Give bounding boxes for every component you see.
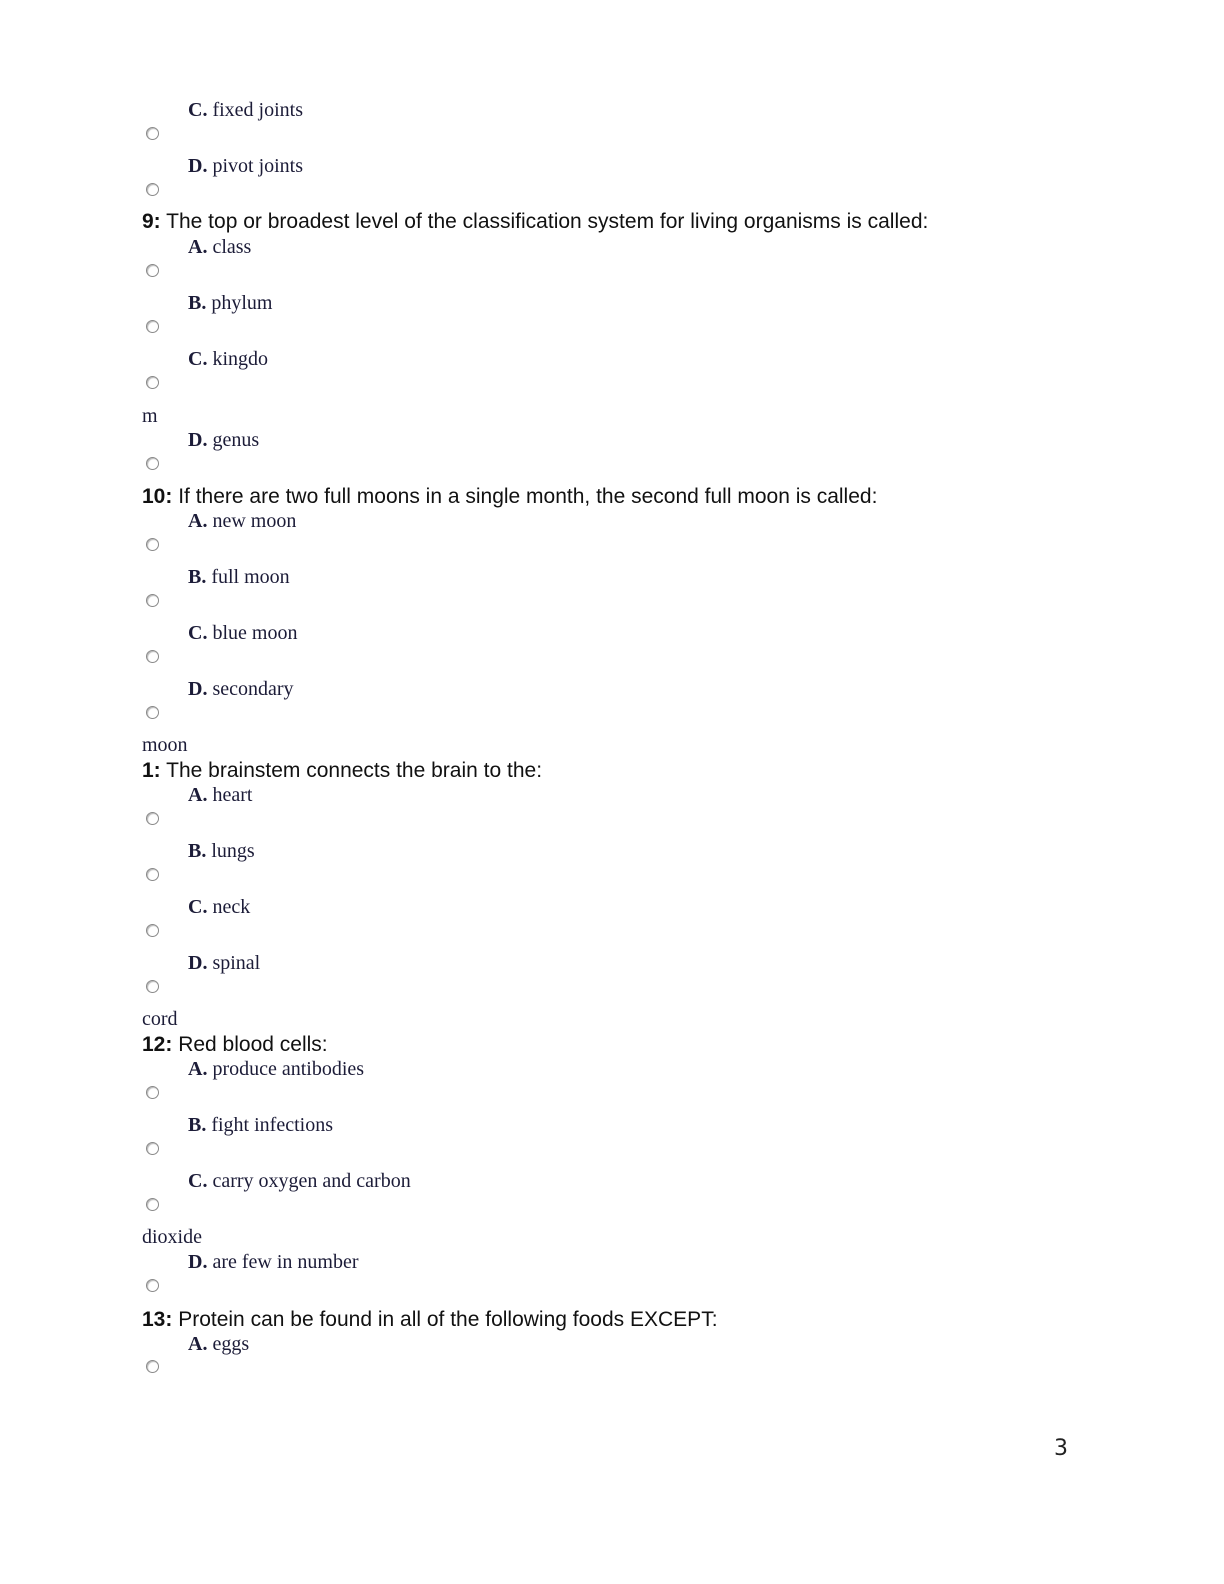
q12-question: 12: Red blood cells:: [142, 1033, 328, 1056]
q12-option-c-radio[interactable]: [146, 1198, 159, 1211]
q11-option-b-radio[interactable]: [146, 868, 159, 881]
q13-question: 13: Protein can be found in all of the following foods EXCEPT:: [142, 1308, 718, 1331]
q10-option-d-wrap: moon: [142, 734, 188, 756]
q12-option-a: A. produce antibodies: [188, 1058, 365, 1080]
q13-option-a-radio[interactable]: [146, 1360, 159, 1373]
q12-option-d: D. are few in number: [188, 1251, 359, 1273]
q11-option-c-radio[interactable]: [146, 924, 159, 937]
page-number: 3: [1054, 1436, 1068, 1461]
q12-option-d-radio[interactable]: [146, 1279, 159, 1292]
q8-option-d: D. pivot joints: [188, 155, 304, 177]
q9-option-d: D. genus: [188, 429, 260, 451]
q10-question: 10: If there are two full moons in a single month, the second full moon is called:: [142, 485, 878, 508]
q10-option-b-radio[interactable]: [146, 594, 159, 607]
q8-option-c-radio[interactable]: [146, 127, 159, 140]
q9-option-b: B. phylum: [188, 292, 273, 314]
q8-option-c: C. fixed joints: [188, 99, 303, 121]
q11-option-d-wrap: cord: [142, 1008, 178, 1030]
q10-option-c-radio[interactable]: [146, 650, 159, 663]
q10-option-a-radio[interactable]: [146, 538, 159, 551]
q12-option-c-wrap: dioxide: [142, 1226, 202, 1248]
q10-option-d-radio[interactable]: [146, 706, 159, 719]
q11-option-d: D. spinal: [188, 952, 261, 974]
q9-option-d-radio[interactable]: [146, 457, 159, 470]
q9-option-c-wrap: m: [142, 405, 158, 427]
q10-option-b: B. full moon: [188, 566, 290, 588]
q11-option-d-radio[interactable]: [146, 980, 159, 993]
q11-option-a: A. heart: [188, 784, 253, 806]
q11-question: 1: The brainstem connects the brain to the:: [142, 759, 543, 782]
q10-option-c: C. blue moon: [188, 622, 298, 644]
q13-option-a: A. eggs: [188, 1333, 250, 1355]
q12-option-b: B. fight infections: [188, 1114, 333, 1136]
q9-option-a: A. class: [188, 236, 252, 258]
q11-option-a-radio[interactable]: [146, 812, 159, 825]
q12-option-b-radio[interactable]: [146, 1142, 159, 1155]
q12-option-a-radio[interactable]: [146, 1086, 159, 1099]
q9-question: 9: The top or broadest level of the classification system for living organisms is called:: [142, 210, 929, 233]
q9-option-c-radio[interactable]: [146, 376, 159, 389]
q10-option-d: D. secondary: [188, 678, 294, 700]
q9-option-b-radio[interactable]: [146, 320, 159, 333]
q11-option-c: C. neck: [188, 896, 251, 918]
q11-option-b: B. lungs: [188, 840, 255, 862]
q8-option-d-radio[interactable]: [146, 183, 159, 196]
q12-option-c: C. carry oxygen and carbon: [188, 1170, 411, 1192]
q9-option-a-radio[interactable]: [146, 264, 159, 277]
q9-option-c: C. kingdo: [188, 348, 269, 370]
q10-option-a: A. new moon: [188, 510, 297, 532]
